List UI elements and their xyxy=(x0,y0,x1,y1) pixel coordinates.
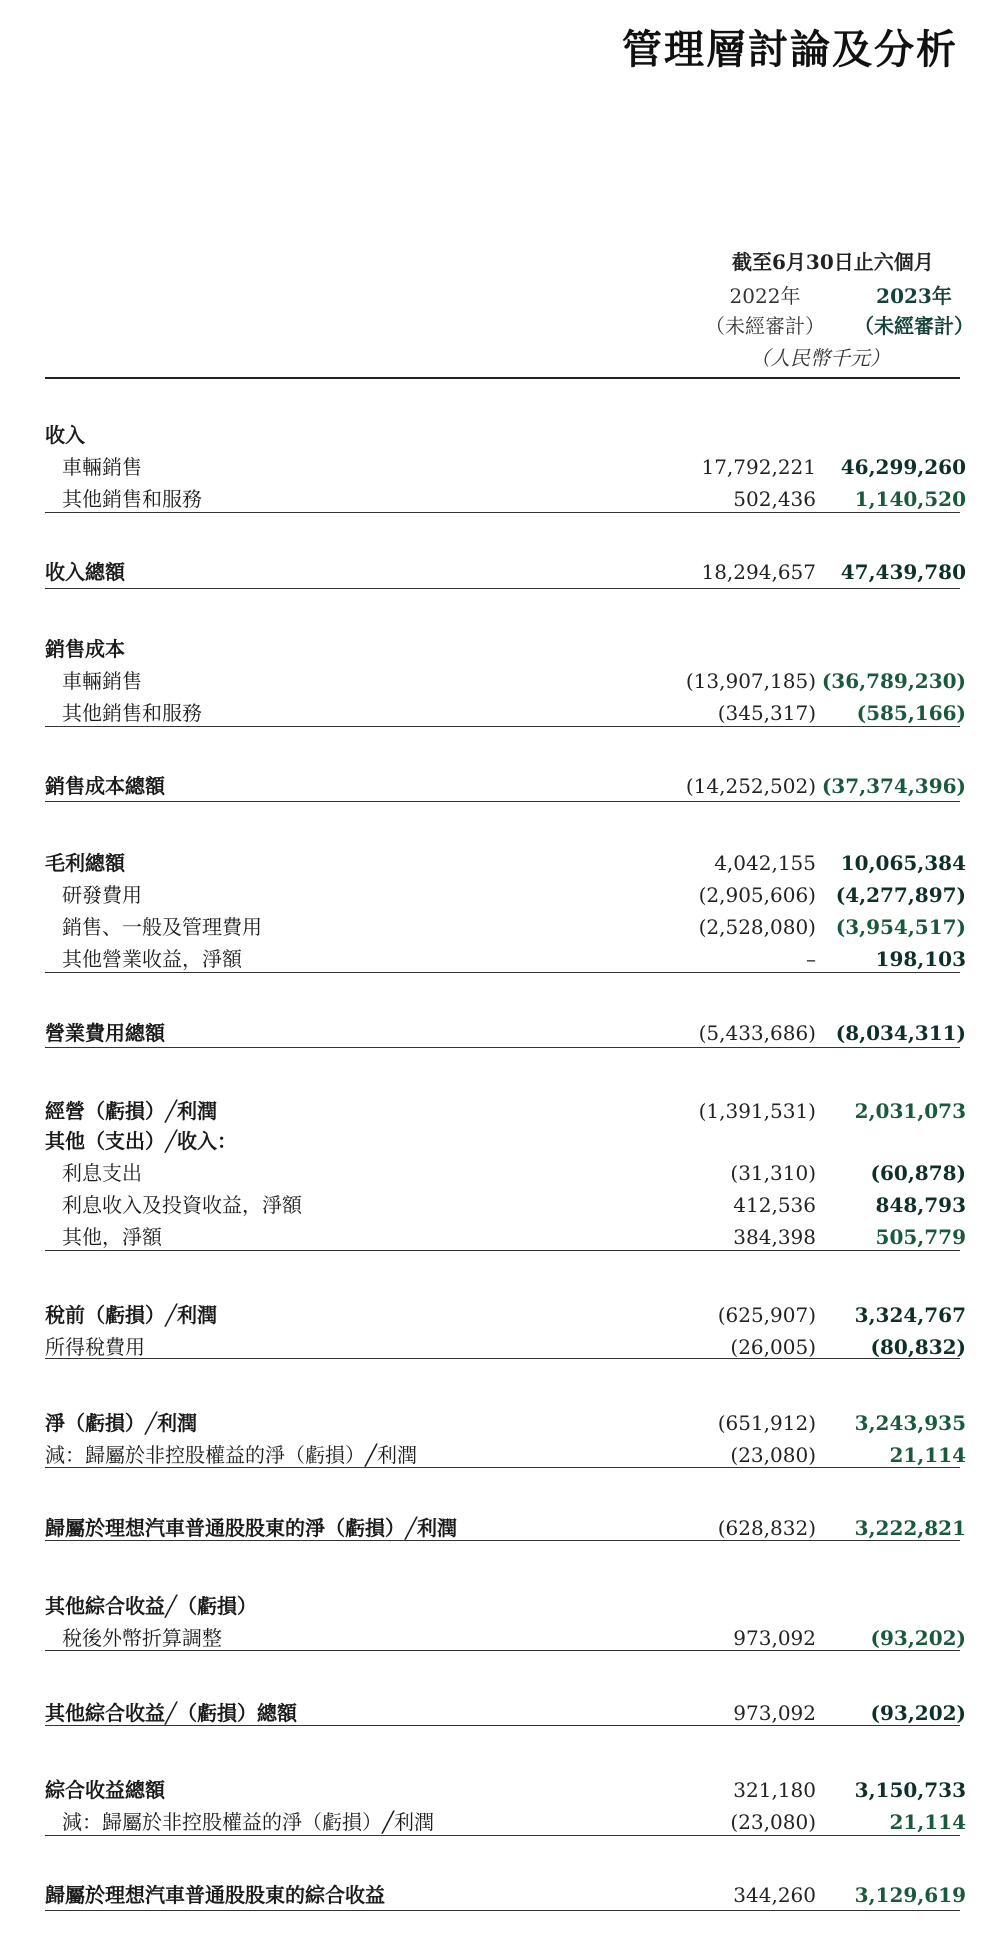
table-row xyxy=(0,848,1000,878)
table-row xyxy=(0,912,1000,942)
value-2023: (3,954,517) xyxy=(835,915,966,939)
value-2022: (2,528,080) xyxy=(698,915,816,939)
section-divider xyxy=(45,801,960,802)
section-divider xyxy=(45,512,960,513)
table-row xyxy=(0,1698,1000,1728)
table-row xyxy=(0,420,1000,450)
value-2022: (31,310) xyxy=(730,1161,816,1185)
table-row xyxy=(0,1018,1000,1048)
value-2022: (23,080) xyxy=(730,1443,816,1467)
table-row xyxy=(0,880,1000,910)
section-divider xyxy=(45,1650,960,1651)
value-2023: 47,439,780 xyxy=(840,560,966,584)
section-divider xyxy=(45,1835,960,1836)
row-label: 減：歸屬於非控股權益的淨（虧損）╱利潤 xyxy=(62,1810,435,1834)
table-row xyxy=(0,771,1000,801)
value-2023: (36,789,230) xyxy=(821,669,966,693)
value-2022: (13,907,185) xyxy=(685,669,816,693)
table-row xyxy=(0,1807,1000,1837)
row-label: 車輛銷售 xyxy=(62,669,142,693)
currency-unit-note: （人民幣千元） xyxy=(750,346,890,370)
value-2023: 1,140,520 xyxy=(854,487,966,511)
value-2022: – xyxy=(806,947,816,971)
value-2023: 3,222,821 xyxy=(854,1516,966,1540)
value-2022: (1,391,531) xyxy=(698,1099,816,1123)
table-row xyxy=(0,666,1000,696)
section-divider xyxy=(45,1047,960,1048)
value-2023: 2,031,073 xyxy=(854,1099,966,1123)
section-divider xyxy=(45,726,960,727)
table-row xyxy=(0,557,1000,587)
row-label: 淨（虧損）╱利潤 xyxy=(45,1411,198,1435)
value-2023: (585,166) xyxy=(856,701,966,725)
value-2022: 321,180 xyxy=(733,1778,816,1802)
row-label: 利息收入及投資收益，淨額 xyxy=(62,1193,302,1217)
row-label: 其他，淨額 xyxy=(62,1225,162,1249)
value-2022: (628,832) xyxy=(717,1516,816,1540)
table-row xyxy=(0,1880,1000,1910)
value-2022: 18,294,657 xyxy=(701,560,816,584)
page-title: 管理層討論及分析 xyxy=(622,26,958,73)
value-2023: 3,243,935 xyxy=(854,1411,966,1435)
year-2023-heading: 2023年 xyxy=(876,284,952,308)
header-divider xyxy=(45,377,960,379)
section-divider xyxy=(45,1910,960,1911)
value-2023: (37,374,396) xyxy=(821,774,966,798)
value-2022: (651,912) xyxy=(717,1411,816,1435)
row-label: 綜合收益總額 xyxy=(45,1778,165,1802)
row-label: 利息支出 xyxy=(62,1161,142,1185)
row-label: 銷售成本 xyxy=(45,637,125,661)
value-2023: (93,202) xyxy=(870,1626,966,1650)
row-label: 其他銷售和服務 xyxy=(62,701,202,725)
row-label: 銷售、一般及管理費用 xyxy=(62,915,262,939)
value-2022: 344,260 xyxy=(733,1883,816,1907)
row-label: 其他營業收益，淨額 xyxy=(62,947,242,971)
table-row xyxy=(0,1096,1000,1126)
row-label: 減：歸屬於非控股權益的淨（虧損）╱利潤 xyxy=(45,1443,418,1467)
row-label: 營業費用總額 xyxy=(45,1021,165,1045)
row-label: 所得稅費用 xyxy=(45,1335,145,1359)
row-label: 毛利總額 xyxy=(45,851,125,875)
row-label: 車輛銷售 xyxy=(62,455,142,479)
value-2022: (23,080) xyxy=(730,1810,816,1834)
period-heading: 截至6月30日止六個月 xyxy=(732,250,934,274)
row-label: 歸屬於理想汽車普通股股東的綜合收益 xyxy=(45,1883,385,1907)
row-label: 其他綜合收益╱（虧損） xyxy=(45,1594,258,1618)
value-2023: 198,103 xyxy=(875,947,966,971)
section-divider xyxy=(45,1358,960,1359)
table-row xyxy=(0,1300,1000,1330)
value-2023: 848,793 xyxy=(875,1193,966,1217)
value-2022: 384,398 xyxy=(733,1225,816,1249)
table-row xyxy=(0,634,1000,664)
value-2023: 3,150,733 xyxy=(854,1778,966,1802)
section-divider xyxy=(45,972,960,973)
value-2022: 502,436 xyxy=(733,487,816,511)
value-2022: 973,092 xyxy=(733,1701,816,1725)
table-row xyxy=(0,1591,1000,1621)
section-divider xyxy=(45,1540,960,1541)
table-row xyxy=(0,944,1000,974)
value-2022: (345,317) xyxy=(717,701,816,725)
value-2022: (14,252,502) xyxy=(685,774,816,798)
row-label: 歸屬於理想汽車普通股股東的淨（虧損）╱利潤 xyxy=(45,1516,458,1540)
table-row xyxy=(0,1158,1000,1188)
value-2022: 4,042,155 xyxy=(714,851,816,875)
value-2022: 17,792,221 xyxy=(701,455,816,479)
row-label: 銷售成本總額 xyxy=(45,774,165,798)
table-row xyxy=(0,1222,1000,1252)
value-2023: (60,878) xyxy=(870,1161,966,1185)
value-2022: 973,092 xyxy=(733,1626,816,1650)
value-2022: (2,905,606) xyxy=(698,883,816,907)
row-label: 經營（虧損）╱利潤 xyxy=(45,1099,218,1123)
table-row xyxy=(0,1126,1000,1156)
table-row xyxy=(0,484,1000,514)
value-2023: (93,202) xyxy=(870,1701,966,1725)
table-row xyxy=(0,1440,1000,1470)
value-2022: (26,005) xyxy=(730,1335,816,1359)
value-2023: (80,832) xyxy=(870,1335,966,1359)
value-2022: (5,433,686) xyxy=(698,1021,816,1045)
table-row xyxy=(0,698,1000,728)
value-2022: (625,907) xyxy=(717,1303,816,1327)
table-row xyxy=(0,1408,1000,1438)
value-2023: 3,129,619 xyxy=(854,1883,966,1907)
value-2023: 21,114 xyxy=(889,1443,966,1467)
section-divider xyxy=(45,1725,960,1726)
value-2023: 21,114 xyxy=(889,1810,966,1834)
row-label: 其他綜合收益╱（虧損）總額 xyxy=(45,1701,298,1725)
table-row xyxy=(0,1190,1000,1220)
section-divider xyxy=(45,588,960,589)
table-row xyxy=(0,452,1000,482)
value-2023: (8,034,311) xyxy=(835,1021,966,1045)
audit-2023-note: （未經審計） xyxy=(854,314,974,338)
value-2022: 412,536 xyxy=(733,1193,816,1217)
row-label: 收入總額 xyxy=(45,560,125,584)
row-label: 稅前（虧損）╱利潤 xyxy=(45,1303,218,1327)
row-label: 其他（支出）╱收入： xyxy=(45,1129,238,1153)
row-label: 其他銷售和服務 xyxy=(62,487,202,511)
section-divider xyxy=(45,1250,960,1251)
table-row xyxy=(0,1623,1000,1653)
row-label: 研發費用 xyxy=(62,883,142,907)
value-2023: 10,065,384 xyxy=(840,851,966,875)
value-2023: (4,277,897) xyxy=(835,883,966,907)
year-2022-heading: 2022年 xyxy=(729,284,801,308)
value-2023: 46,299,260 xyxy=(840,455,966,479)
audit-2022-note: （未經審計） xyxy=(705,314,825,338)
value-2023: 3,324,767 xyxy=(854,1303,966,1327)
row-label: 稅後外幣折算調整 xyxy=(62,1626,222,1650)
row-label: 收入 xyxy=(45,423,85,447)
value-2023: 505,779 xyxy=(875,1225,966,1249)
section-divider xyxy=(45,1467,960,1468)
table-row xyxy=(0,1775,1000,1805)
table-row xyxy=(0,1513,1000,1543)
